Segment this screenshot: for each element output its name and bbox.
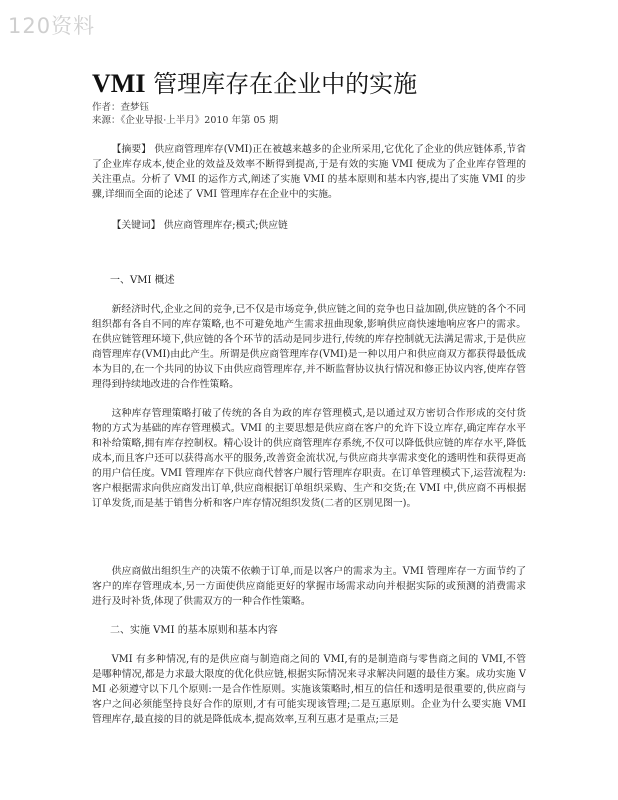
abstract-paragraph <box>92 142 526 202</box>
keywords-paragraph <box>92 218 526 233</box>
body-paragraph: 新经济时代,企业之间的竞争,已不仅是市场竞争,供应链之间的竞争也日益加剧,供应链的各个不同组织都有各自不同的库存策略,也不可避免地产生需求扭曲现象,影响供应商快速地响应客户的需求。在供应链管理环境下,供应链的各个环节的活动是同步进行,传统的库存控制就无法满足需求,于是供应商管理库存(VMI)由此产生。所谓是供应商管理库存(VMI)是一种以用户和供应商双方都获得最低成本为目的,在一个共同的协议下由供应商管理库存,并不断监督协议执行情况和修正协议内容,使库存管理得到持续地改进的合作性策略。 <box>92 304 526 390</box>
keywords-text: 供应商管理库存;模式;供应链 <box>160 220 288 231</box>
abstract-label: 【摘要】 <box>111 144 152 155</box>
abstract-text: 供应商管理库存(VMI)正在被越来越多的企业所采用,它优化了企业的供应链体系,节省了企业库存成本,使企业的效益及效率不断得到提高,于是有效的实施 VMI 便成为了企业库存管理的关注重点。分析了 VMI 的运作方式,阐述了实施 VMI 的基本原则和基本内容,提出了实施 VMI 的步骤,详细而全面的论述了 VMI 管理库存在企业中的实施。 <box>92 144 526 200</box>
title-latin: VMI <box>92 69 146 98</box>
body-paragraph: 供应商做出组织生产的决策不依赖于订单,而是以客户的需求为主。VMI 管理库存一方面节约了客户的库存管理成本,另一方面使供应商能更好的掌握市场需求动向并根据实际的或预测的消费需求进行及时补货,体现了供需双方的一种合作性策略。 <box>92 566 526 607</box>
keywords-label: 【关键词】 <box>111 220 161 231</box>
body-paragraph: VMI 有多种情况,有的是供应商与制造商之间的 VMI,有的是制造商与零售商之间的 VMI,不管是哪种情况,都是力求最大限度的优化供应链,根据实际情况来寻求解决问题的最佳方案。成功实施 VMI 必须遵守以下几个原则:一是合作性原则。实施该策略时,相互的信任和透明是很重要的,供应商与客户之间必须能坚持良好合作的原则,才有可能实现该管理;二是互惠原则。企业为什么要实施 VMI 管理库存,最直接的目的就是降低成本,提高效率,互利互惠才是重点;三是 <box>92 654 526 725</box>
body-paragraph: 这种库存管理策略打破了传统的各自为政的库存管理模式,是以通过双方密切合作形成的交付货物的方式为基础的库存管理模式。VMI 的主要思想是供应商在客户的允许下设立库存,确定库存水平和补给策略,拥有库存控制权。精心设计的供应商管理库存系统,不仅可以降低供应链的库存水平,降低成本,而且客户还可以获得高水平的服务,改善资金流状况,与供应商共享需求变化的透明性和获得更高的用户信任度。VMI 管理库存下供应商代替客户履行管理库存职责。在订单管理模式下,运营流程为:客户根据需求向供应商发出订单,供应商根据订单组织采购、生产和交货;在 VMI 中,供应商不再根据订单发货,而是基于销售分析和客户库存情况组织发货(二者的区别见图一)。 <box>92 408 526 509</box>
article-title <box>92 70 417 98</box>
source-line: 来源：《企业导报·上半月》2010 年第 05 期 <box>92 115 279 126</box>
author-line: 作者：查梦钰 <box>92 102 150 113</box>
section-heading-principles: 二、实施 VMI 的基本原则和基本内容 <box>110 625 278 636</box>
section-heading-overview: 一、VMI 概述 <box>110 275 175 286</box>
watermark-logo: 120资料 <box>8 14 96 38</box>
title-rest: 管理库存在企业中的实施 <box>145 70 418 98</box>
